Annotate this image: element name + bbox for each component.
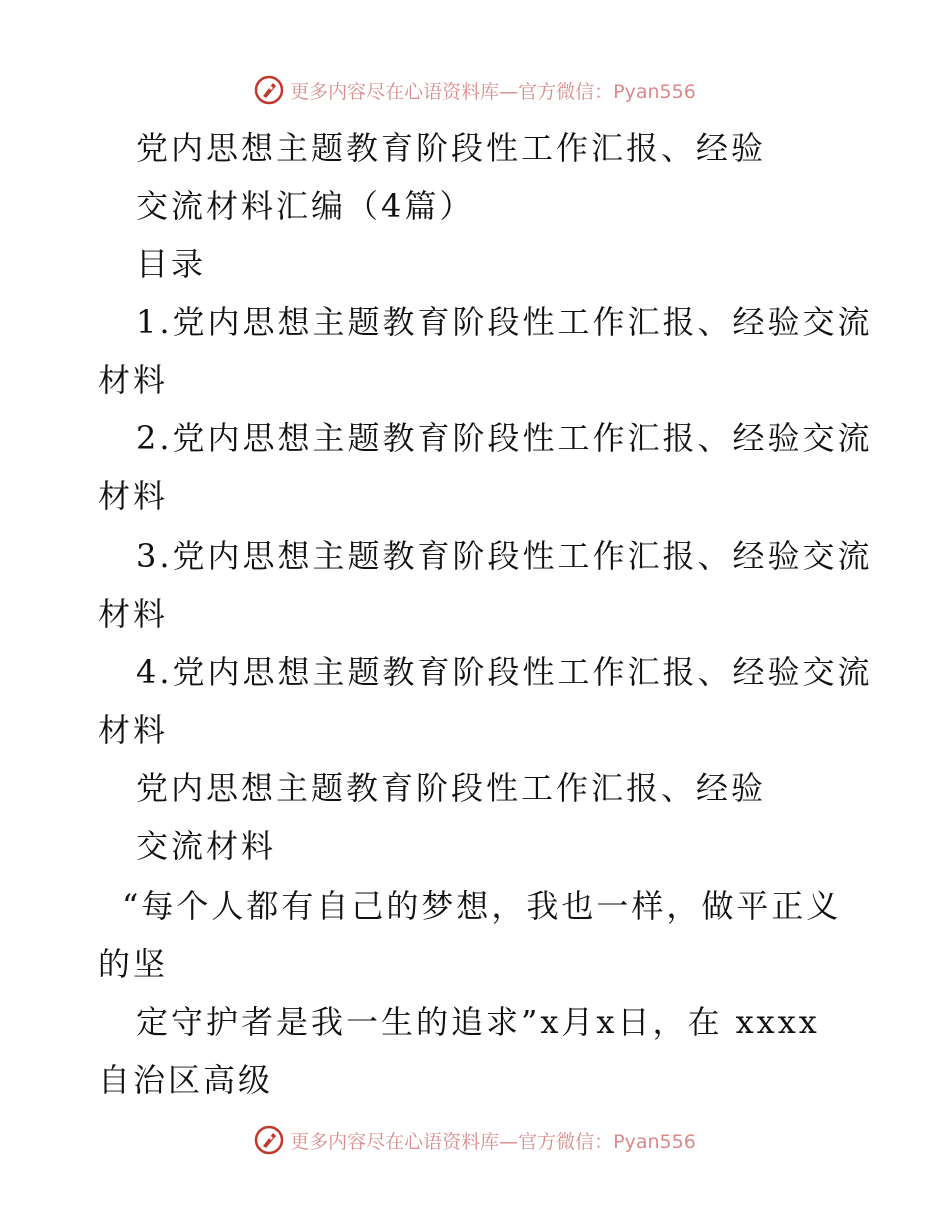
toc-heading: 目录 (136, 245, 207, 283)
body-paragraph-line-4: 自治区高级 (98, 1061, 274, 1099)
document-title-line-2: 交流材料汇编（4篇） (136, 187, 475, 225)
pen-nib-logo-icon (254, 75, 284, 105)
toc-item-3-line-2: 材料 (98, 595, 169, 633)
document-title-line-1: 党内思想主题教育阶段性工作汇报、经验 (136, 129, 767, 167)
body-paragraph-line-3: 定守护者是我一生的追求”x月x日，在 xxxx (136, 1003, 820, 1041)
toc-item-2-line-1: 2.党内思想主题教育阶段性工作汇报、经验交流 (136, 419, 873, 457)
section-title-line-2: 交流材料 (136, 827, 277, 865)
watermark-banner-bottom (0, 1120, 950, 1160)
section-title-line-1: 党内思想主题教育阶段性工作汇报、经验 (136, 769, 767, 807)
toc-item-4-line-2: 材料 (98, 711, 169, 749)
body-paragraph-line-2: 的坚 (98, 945, 169, 983)
pen-nib-logo-icon (254, 1125, 284, 1155)
toc-item-1-line-1: 1.党内思想主题教育阶段性工作汇报、经验交流 (136, 303, 873, 341)
watermark-text: 更多内容尽在心语资料库—官方微信：Pyan556 (290, 80, 696, 103)
toc-item-4-line-1: 4.党内思想主题教育阶段性工作汇报、经验交流 (136, 653, 873, 691)
toc-item-2-line-2: 材料 (98, 477, 169, 515)
watermark-text: 更多内容尽在心语资料库—官方微信：Pyan556 (290, 1130, 696, 1153)
toc-item-1-line-2: 材料 (98, 361, 169, 399)
watermark-banner-top (0, 70, 950, 110)
body-paragraph-line-1: “每个人都有自己的梦想，我也一样，做平正义 (122, 887, 842, 925)
toc-item-3-line-1: 3.党内思想主题教育阶段性工作汇报、经验交流 (136, 537, 873, 575)
